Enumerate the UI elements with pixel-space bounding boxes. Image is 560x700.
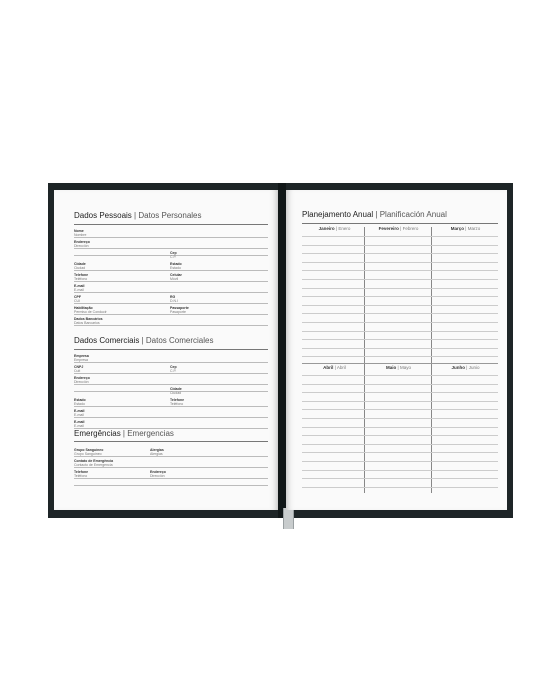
section-rule [74,224,268,225]
field-label-es: Móvil [170,277,179,281]
field-endereco-comercial[interactable] [74,376,268,385]
field-email-comercial-2[interactable] [74,420,268,429]
planning-line[interactable] [302,279,498,280]
field-label: Estado [74,398,86,402]
field-line [74,467,268,468]
field-label: Habilitação [74,306,93,310]
field-label: Celular [170,273,182,277]
field-line [74,456,268,457]
field-label: CPF [74,295,81,299]
section-rule [74,349,268,350]
field-celular[interactable] [170,273,268,281]
field-line [74,292,268,293]
field-label-es: Alergias [150,452,163,456]
field-label-es: C.P. [170,255,177,259]
field-label: Passaporte [170,306,189,310]
field-label-es: Dirección [74,244,89,248]
field-endereco[interactable] [74,240,268,249]
section-title-es: | Emergencias [122,429,174,438]
field-cnpj[interactable] [74,365,172,374]
planning-line[interactable] [302,435,498,436]
field-line [74,237,268,238]
field-cpf[interactable] [74,295,172,304]
field-line [74,384,268,385]
field-dados-bancarios[interactable] [74,317,268,326]
planning-line[interactable] [302,270,498,271]
field-label: Alergias [150,448,164,452]
planning-line[interactable] [302,253,498,254]
field-label: Dados Bancários [74,317,103,321]
field-label: Cidade [74,262,86,266]
section-title-pt: Dados Comerciais [74,336,140,345]
field-telefone-comercial[interactable] [170,398,268,406]
planning-line[interactable] [302,288,498,289]
field-label-es: Ciudad [74,266,86,270]
field-label: Cep [170,365,177,369]
month-header-abril: Abril | Abril [323,365,346,370]
field-passaporte[interactable] [170,306,268,314]
planning-line[interactable] [302,461,498,462]
field-label-es: Empresa [74,358,89,362]
section-title-dados-comerciais [74,336,268,345]
planning-line[interactable] [302,262,498,263]
planning-line[interactable] [302,384,498,385]
field-label-es: Dirección [150,474,165,478]
field-label-es: Ciudad [170,391,182,395]
planning-line[interactable] [302,409,498,410]
field-label: E-mail [74,284,85,288]
field-label-es: Teléfono [170,402,184,406]
field-blank-line[interactable] [74,481,268,486]
field-label: Cep [170,251,177,255]
planning-line[interactable] [302,245,498,246]
planning-line[interactable] [302,375,498,376]
field-label: Telefone [74,273,89,277]
section-title-es: | Datos Personales [134,211,202,220]
field-label-es: Teléfono [74,474,88,478]
field-label: Endereço [150,470,166,474]
field-line [74,325,268,326]
field-line [74,362,268,363]
planning-line[interactable] [302,331,498,332]
field-label-es: E-mail [74,424,84,428]
field-line [74,478,268,479]
field-alergias[interactable] [150,448,248,456]
month-header-fevereiro: Fevereiro | Febrero [378,226,419,231]
spine [278,183,286,518]
field-line [74,417,268,418]
field-line [74,270,268,271]
field-label: Nome [74,229,84,233]
planning-line[interactable] [302,322,498,323]
field-label-es: Estado [74,402,85,406]
field-label: Estado [170,262,182,266]
field-label-es: Contacto de Emergencia [74,463,113,467]
page-title-pt: Planejamento Anual [302,210,374,219]
field-label-es: Datos Bancarios [74,321,100,325]
planning-line[interactable] [302,392,498,393]
field-email-comercial[interactable] [74,409,268,418]
field-cidade-comercial[interactable] [170,387,268,395]
field-line [74,248,268,249]
field-empresa[interactable] [74,354,268,363]
field-label: Telefone [74,470,89,474]
field-label-es: Grupo Sanguíneo [74,452,102,456]
section-title-emergencias [74,429,268,438]
section-rule [74,441,268,442]
field-label: RG [170,295,176,299]
planning-line[interactable] [302,418,498,419]
month-header-junho: Junho | Junio [451,365,480,370]
field-label: Telefone [170,398,185,402]
field-label: Empresa [74,354,89,358]
section-title-es: | Datos Comerciales [141,336,214,345]
field-cidade[interactable] [74,262,172,271]
field-label-es: Pasaporte [170,310,186,314]
field-label-es: Estado [170,266,181,270]
field-label: E-mail [74,420,85,424]
quarter-divider [302,363,498,364]
field-label: Contato de Emergência [74,459,114,463]
right-page [286,190,507,510]
field-cep[interactable] [170,251,268,259]
planning-line[interactable] [302,487,498,488]
field-label-es: Dirección [74,380,89,384]
annual-planning-grid [302,227,498,493]
field-label-es: CUI [74,299,81,303]
planning-line[interactable] [302,470,498,471]
planning-line[interactable] [302,427,498,428]
section-title-pt: Emergências [74,429,121,438]
field-line [74,373,268,374]
field-label: Endereço [74,240,90,244]
field-cep-comercial[interactable] [170,365,268,373]
field-label: Cidade [170,387,182,391]
planning-line[interactable] [302,236,498,237]
field-email[interactable] [74,284,268,293]
bookmark-ribbon [283,508,294,529]
field-telefone[interactable] [74,273,172,282]
field-contato-emergencia[interactable] [74,459,268,468]
planning-line[interactable] [302,305,498,306]
planning-line[interactable] [302,348,498,349]
planning-line[interactable] [302,296,498,297]
section-title-dados-pessoais [74,211,268,220]
field-nome[interactable] [74,229,268,238]
field-label-es: E-mail [74,413,84,417]
field-estado-comercial[interactable] [74,398,172,407]
planning-line[interactable] [302,339,498,340]
month-header-maio: Maio | Mayo [386,365,411,370]
field-line [74,406,268,407]
field-habilitacao[interactable] [74,306,172,315]
planning-line[interactable] [302,444,498,445]
field-label-es: C.P. [170,369,177,373]
field-line [74,485,268,486]
month-header-marco: Março | Marzo [450,226,481,231]
field-label: E-mail [74,409,85,413]
planning-line[interactable] [302,452,498,453]
field-label-es: Permiso de Conducir [74,310,107,314]
field-label: CNPJ [74,365,84,369]
field-endereco-emergencia[interactable] [150,470,248,478]
field-line [74,314,268,315]
field-line [74,303,268,304]
field-rg[interactable] [170,295,268,303]
field-label: Grupo Sanguíneo [74,448,104,452]
planning-line[interactable] [302,401,498,402]
section-title-pt: Dados Pessoais [74,211,132,220]
field-label-es: E-mail [74,288,84,292]
planning-line[interactable] [302,478,498,479]
left-page [54,190,278,510]
field-label-es: Nombre [74,233,87,237]
field-estado[interactable] [170,262,268,270]
planning-line[interactable] [302,313,498,314]
planning-line[interactable] [302,356,498,357]
field-line [74,281,268,282]
field-label: Endereço [74,376,90,380]
field-label-es: D.N.I [170,299,178,303]
field-label-es: Cuit [74,369,81,373]
month-header-janeiro: Janeiro | Enero [318,226,351,231]
page-title-es: | Planificación Anual [375,210,447,219]
title-rule [302,223,498,224]
field-label-es: Teléfono [74,277,88,281]
page-title-planejamento [302,210,447,219]
